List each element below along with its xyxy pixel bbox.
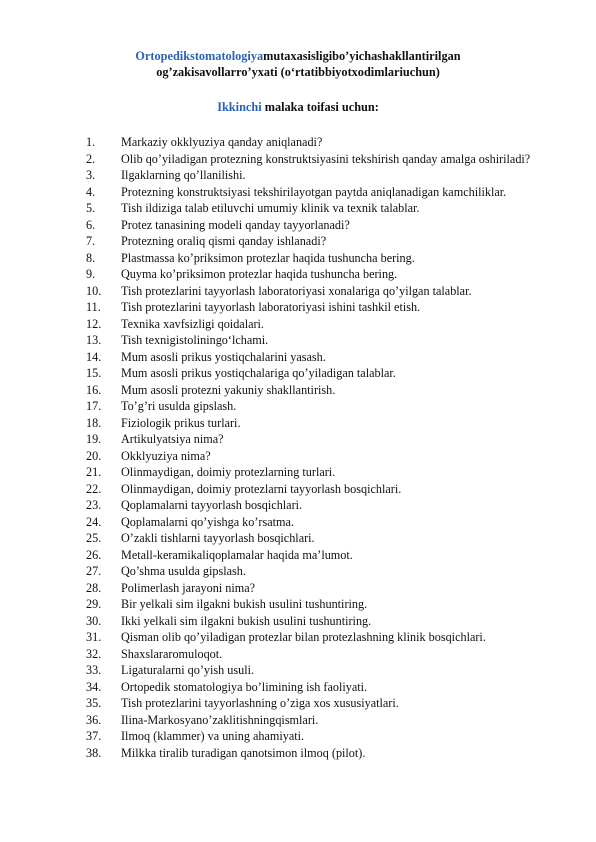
list-item: [86, 299, 534, 316]
item-number: 2.: [86, 151, 96, 166]
title-line-1: [0, 48, 596, 64]
item-text: Texnika xavfsizligi qoidalari.: [121, 316, 264, 331]
item-text: Fiziologik prikus turlari.: [121, 415, 241, 430]
item-number: 12.: [86, 316, 102, 331]
item-number: 1.: [86, 135, 96, 149]
list-item: [86, 134, 534, 151]
item-number: 35.: [86, 696, 102, 710]
item-number: 8.: [86, 250, 96, 265]
list-item: [86, 167, 534, 184]
item-text: Quyma ko’priksimon protezlar haqida tushuncha bering.: [121, 267, 398, 281]
item-number: 33.: [86, 663, 102, 677]
item-number: 30.: [86, 613, 102, 628]
item-number: 28.: [86, 580, 102, 595]
list-item: [86, 563, 534, 580]
item-text: Okklyuziya nima?: [121, 448, 211, 463]
item-number: 15.: [86, 366, 102, 380]
item-number: 9.: [86, 267, 96, 281]
list-item: [86, 382, 534, 399]
item-text: Ligaturalarni qo’yish usuli.: [121, 663, 255, 677]
item-number: 26.: [86, 547, 102, 562]
list-item: [86, 662, 534, 679]
item-text: Olinmaydigan, doimiy protezlarning turlari.: [121, 465, 336, 479]
item-text: Bir yelkali sim ilgakni bukish usulini tushuntiring.: [121, 597, 368, 611]
item-text: Mum asosli prikus yostiqchalarini yasash.: [121, 349, 326, 364]
item-number: 32.: [86, 646, 102, 661]
list-item: [86, 629, 534, 646]
title-rest: mutaxasisligibo’yichashakllantirilgan: [263, 49, 461, 63]
item-number: 16.: [86, 382, 102, 397]
item-number: 22.: [86, 481, 102, 496]
item-text: Ikki yelkali sim ilgakni bukish usulini tushuntiring.: [121, 613, 372, 628]
list-item: [86, 233, 534, 250]
item-number: 14.: [86, 349, 102, 364]
item-text: Mum asosli protezni yakuniy shakllantirish.: [121, 382, 336, 397]
item-text: Protezning oraliq qismi qanday ishlanadi?: [121, 234, 327, 248]
item-number: 18.: [86, 415, 102, 430]
document-subtitle: [0, 99, 596, 115]
item-number: 27.: [86, 564, 102, 578]
item-number: 21.: [86, 465, 102, 479]
item-text: To’g’ri usulda gipslash.: [121, 399, 237, 413]
item-number: 13.: [86, 333, 102, 347]
item-number: 23.: [86, 498, 102, 512]
item-number: 37.: [86, 729, 102, 743]
item-number: 36.: [86, 712, 102, 727]
item-text: Ilgaklarning qo’llanilishi.: [121, 168, 246, 182]
list-item: [86, 250, 534, 267]
list-item: [86, 316, 534, 333]
list-item: [86, 217, 534, 234]
item-number: 11.: [86, 300, 101, 314]
item-text: Ortopedik stomatologiya bo’limining ish faoliyati.: [121, 679, 368, 694]
item-text: Markaziy okklyuziya qanday aniqlanadi?: [121, 135, 323, 149]
item-number: 5.: [86, 201, 96, 215]
item-number: 31.: [86, 630, 102, 644]
list-item: [86, 283, 534, 300]
item-text: Shaxslararomuloqot.: [121, 646, 223, 661]
list-item: [86, 415, 534, 432]
list-item: [86, 448, 534, 465]
list-item: [86, 646, 534, 663]
item-number: 24.: [86, 514, 102, 529]
item-text: Protezning konstruktsiyasi tekshirilayotgan paytda aniqlanadigan kamchiliklar.: [121, 184, 507, 199]
item-number: 19.: [86, 432, 102, 446]
list-item: [86, 728, 534, 745]
item-text: Metall-keramikaliqoplamalar haqida ma’lumot.: [121, 547, 353, 562]
list-item: [86, 398, 534, 415]
item-text: Polimerlash jarayoni nima?: [121, 580, 256, 595]
item-text: Protez tanasining modeli qanday tayyorlanadi?: [121, 217, 350, 232]
title-accent: Ortopedikstomatologiya: [135, 49, 264, 63]
subtitle-rest: malaka toifasi uchun:: [261, 100, 379, 114]
item-number: 7.: [86, 234, 96, 248]
item-number: 20.: [86, 448, 102, 463]
list-item: [86, 431, 534, 448]
document-title: [0, 48, 596, 80]
list-item: [86, 464, 534, 481]
item-text: Qo’shma usulda gipslash.: [121, 564, 246, 578]
item-text: Qoplamalarni tayyorlash bosqichlari.: [121, 498, 303, 512]
title-line-2: og’zakisavollarro’yxati (o‘rtatibbiyotxodimlariuchun): [156, 65, 440, 79]
item-text: Qoplamalarni qo’yishga ko’rsatma.: [121, 514, 294, 529]
list-item: [86, 695, 534, 712]
item-text: Tish protezlarini tayyorlash laboratoriyasi ishini tashkil etish.: [121, 300, 421, 314]
list-item: [86, 332, 534, 349]
list-item: [86, 679, 534, 696]
item-number: 34.: [86, 679, 102, 694]
item-text: Tish protezlarini tayyorlashning o’ziga xos xususiyatlari.: [121, 696, 399, 710]
item-text: Artikulyatsiya nima?: [121, 432, 224, 446]
list-item: [86, 349, 534, 366]
item-number: 29.: [86, 597, 102, 611]
item-number: 38.: [86, 745, 102, 760]
list-item: [86, 151, 534, 168]
item-text: Milkka tiralib turadigan qanotsimon ilmoq (pilot).: [121, 745, 366, 760]
item-text: Qisman olib qo’yiladigan protezlar bilan protezlashning klinik bosqichlari.: [121, 630, 486, 644]
item-text: Mum asosli prikus yostiqchalariga qo’yiladigan talablar.: [121, 366, 396, 380]
list-item: [86, 613, 534, 630]
list-item: [86, 266, 534, 283]
list-item: [86, 745, 534, 762]
list-item: [86, 200, 534, 217]
item-text: Tish ildiziga talab etiluvchi umumiy klinik va texnik talablar.: [121, 201, 420, 215]
list-item: [86, 365, 534, 382]
list-item: [86, 481, 534, 498]
list-item: [86, 596, 534, 613]
item-number: 17.: [86, 399, 102, 413]
list-item: [86, 712, 534, 729]
list-item: [86, 530, 534, 547]
item-text: Ilmoq (klammer) va uning ahamiyati.: [121, 729, 305, 743]
list-item: [86, 547, 534, 564]
item-number: 25.: [86, 531, 102, 545]
list-item: [86, 580, 534, 597]
item-text: Ilina-Markosyano’zaklitishningqismlari.: [121, 712, 319, 727]
list-item: [86, 184, 534, 201]
item-text: Tish protezlarini tayyorlash laboratoriyasi xonalariga qo’yilgan talablar.: [121, 283, 472, 298]
item-number: 10.: [86, 283, 102, 298]
item-number: 3.: [86, 168, 96, 182]
question-list: [86, 134, 534, 761]
list-item: [86, 514, 534, 531]
item-number: 6.: [86, 217, 96, 232]
item-text: Plastmassa ko’priksimon protezlar haqida tushuncha bering.: [121, 250, 415, 265]
item-text: Olinmaydigan, doimiy protezlarni tayyorlash bosqichlari.: [121, 481, 402, 496]
subtitle-accent: Ikkinchi: [217, 100, 262, 114]
item-number: 4.: [86, 184, 96, 199]
item-text: O’zakli tishlarni tayyorlash bosqichlari.: [121, 531, 315, 545]
list-item: [86, 497, 534, 514]
item-text: Tish texnigistoliningo‘lchami.: [121, 333, 269, 347]
item-text: Olib qo’yiladigan protezning konstruktsiyasini tekshirish qanday amalga oshiriladi?: [121, 151, 531, 166]
